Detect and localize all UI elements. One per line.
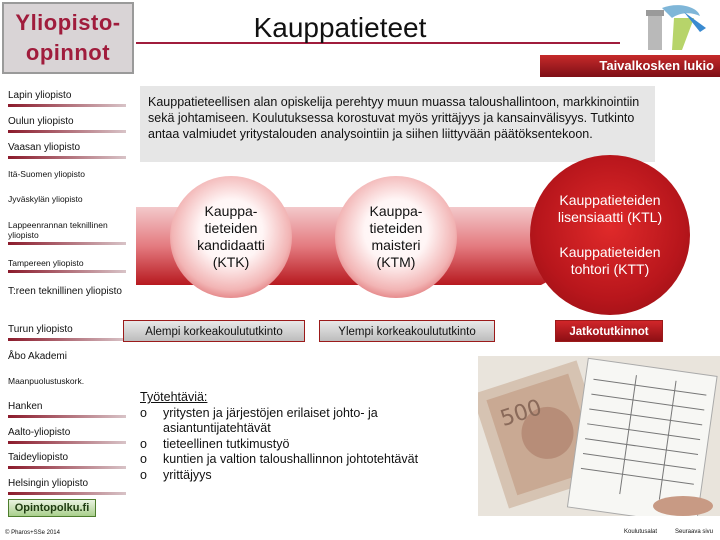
logo-line-2: opinnot (25, 40, 111, 65)
opintopolku-link[interactable]: Opintopolku.fi (8, 499, 96, 517)
sidebar-item-tty[interactable]: T:reen teknillinen yliopisto (8, 286, 122, 297)
sidebar-item-oulu[interactable]: Oulun yliopisto (8, 116, 126, 128)
list-item: o tieteellinen tutkimustyö (140, 436, 290, 451)
tasks-heading: Työtehtäviä: (140, 390, 208, 404)
jatkotutkinnot-button[interactable]: Jatkotutkinnot (555, 320, 663, 342)
ylempi-korkeakoulututkinto-button[interactable]: Ylempi korkeakoulututkinto (319, 320, 495, 342)
sidebar-item-ita-suomi[interactable]: Itä-Suomen yliopisto (8, 169, 86, 179)
sidebar-item-hanken[interactable]: Hanken (8, 401, 126, 413)
sidebar-item-helsinki[interactable]: Helsingin yliopisto (8, 478, 126, 490)
list-item: o yritysten ja järjestöjen erilaiset johto- ja asiantuntijatehtävät (140, 405, 378, 435)
degree-circle-ktm: Kauppa-tieteiden maisteri (KTM) (335, 176, 457, 298)
sidebar-item-tampere[interactable]: Tampereen yliopisto (8, 258, 126, 268)
koulutusalat-link[interactable]: Koulutusalat (624, 529, 658, 535)
sidebar-item-jyvaskyla[interactable]: Jyväskylän yliopisto (8, 194, 83, 204)
alempi-korkeakoulututkinto-button[interactable]: Alempi korkeakoulututkinto (123, 320, 305, 342)
svg-text:500: 500 (497, 395, 546, 432)
logo-line-1: Yliopisto- (15, 10, 121, 35)
page-title: Kauppatieteet (253, 12, 427, 43)
sidebar-item-vaasa[interactable]: Vaasan yliopisto (8, 142, 126, 154)
list-item: o kuntien ja valtion taloushallinnon johtotehtävät (140, 452, 419, 466)
sidebar-item-turku[interactable]: Turun yliopisto (8, 324, 126, 336)
sidebar-item-lappeenranta[interactable]: Lappeenrannan teknillinen yliopisto (8, 220, 126, 240)
copyright-text: © Pharos+SSe 2014 (5, 530, 60, 536)
sidebar-item-abo-akademi[interactable]: Åbo Akademi (8, 351, 67, 362)
sidebar-item-maanpuolustus[interactable]: Maanpuolustuskork. (8, 376, 85, 386)
list-item: o yrittäjyys (140, 467, 212, 482)
intro-text: Kauppatieteellisen alan opiskelija perehtyy muun muassa taloushallintoon, markkinointiin sekä johtamiseen. Koulutuksessa korostuvat myös yrittäjyys ja kansainvälisyys. Tutkinto antaa valmiudet yritystalouden analysointiin ja siihen liittyvään päätöksentekoon. (140, 86, 655, 162)
school-name-bar: Taivalkosken lukio (540, 55, 720, 77)
sidebar-item-lappi[interactable]: Lapin yliopisto (8, 90, 126, 102)
degree-ktt-label: Kauppatieteiden tohtori (KTT) (559, 244, 661, 277)
degree-ktl-label: Kauppatieteiden lisensiaatti (KTL) (557, 192, 663, 225)
job-tasks-list (140, 390, 480, 483)
sidebar-item-aalto[interactable]: Aalto-yliopisto (8, 427, 126, 439)
money-receipts-image (478, 356, 720, 516)
seuraava-sivu-link[interactable]: Seuraava sivu (675, 529, 714, 535)
degree-circle-ktl-ktt (530, 155, 690, 315)
degree-circle-ktk: Kauppa-tieteiden kandidaatti (KTK) (170, 176, 292, 298)
school-logo-icon (622, 2, 718, 54)
sidebar-item-taideyliopisto[interactable]: Taideyliopisto (8, 452, 126, 464)
yliopisto-opinnot-logo (2, 2, 134, 74)
